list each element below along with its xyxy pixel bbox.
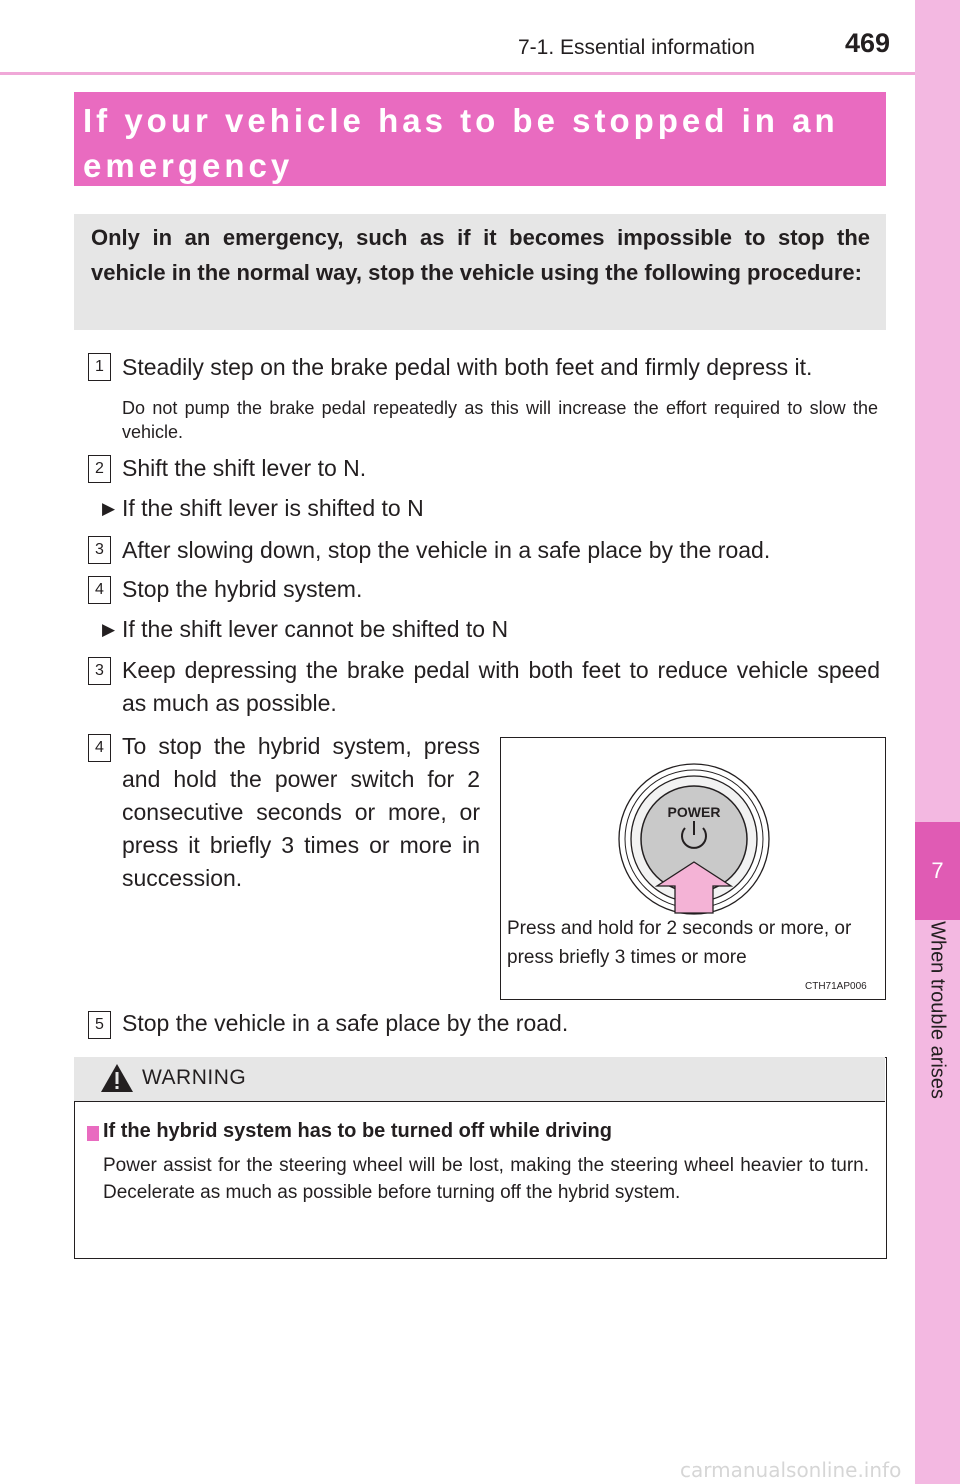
step-text: Shift the shift lever to N.	[122, 455, 367, 481]
step-text: After slowing down, stop the vehicle in a safe place by the road.	[122, 537, 771, 563]
warning-icon	[100, 1063, 134, 1098]
step-text: To stop the hybrid system, press and hold the power switch for 2 consecutive seconds or more, or press it briefly 3 times or more in succession.	[122, 733, 480, 891]
step-text: Stop the vehicle in a safe place by the road.	[122, 1010, 569, 1036]
watermark: carmanualsonline.info	[680, 1458, 902, 1482]
illustration-caption: Press and hold for 2 seconds or more, or press briefly 3 times or more	[507, 918, 852, 968]
subhead-marker-icon	[87, 1126, 99, 1141]
step-text: Stop the hybrid system.	[122, 576, 363, 602]
power-label: POWER	[667, 804, 721, 820]
step-number: 4	[88, 576, 111, 604]
header-rule	[0, 72, 915, 75]
step-number: 2	[88, 455, 111, 483]
chapter-number: 7	[931, 858, 944, 883]
condition-arrow-icon: ▶	[102, 499, 116, 518]
warning-subhead: If the hybrid system has to be turned off while driving	[103, 1120, 612, 1142]
condition-arrow-icon: ▶	[102, 620, 116, 639]
section-label: 7-1. Essential information	[518, 36, 755, 59]
step-number: 4	[88, 734, 111, 762]
step-number: 3	[88, 536, 111, 564]
illustration-code: CTH71AP006	[805, 981, 867, 992]
page-number: 469	[845, 28, 891, 58]
step-number: 5	[88, 1011, 111, 1039]
warning-body: Power assist for the steering wheel will be lost, making the steering wheel heavier to turn. Decelerate as much as possible before turning off the hybrid system.	[103, 1155, 869, 1203]
chapter-tab[interactable]	[915, 0, 960, 1484]
condition-heading: If the shift lever cannot be shifted to N	[122, 616, 509, 642]
step-text: Keep depressing the brake pedal with both feet to reduce vehicle speed as much as possible.	[122, 657, 880, 716]
step-number: 1	[88, 353, 111, 381]
chapter-title: When trouble arises	[926, 921, 949, 1099]
warning-label: WARNING	[142, 1066, 247, 1089]
step-number: 3	[88, 657, 111, 685]
page-title: If your vehicle has to be stopped in an emergency	[83, 102, 839, 184]
step-text: Steadily step on the brake pedal with both feet and firmly depress it.	[122, 354, 813, 380]
intro-text: Only in an emergency, such as if it becomes impossible to stop the vehicle in the normal way, stop the vehicle using the following procedure:	[91, 225, 870, 285]
step-note: Do not pump the brake pedal repeatedly as this will increase the effort required to slow the vehicle.	[122, 398, 878, 442]
condition-heading: If the shift lever is shifted to N	[122, 495, 424, 521]
